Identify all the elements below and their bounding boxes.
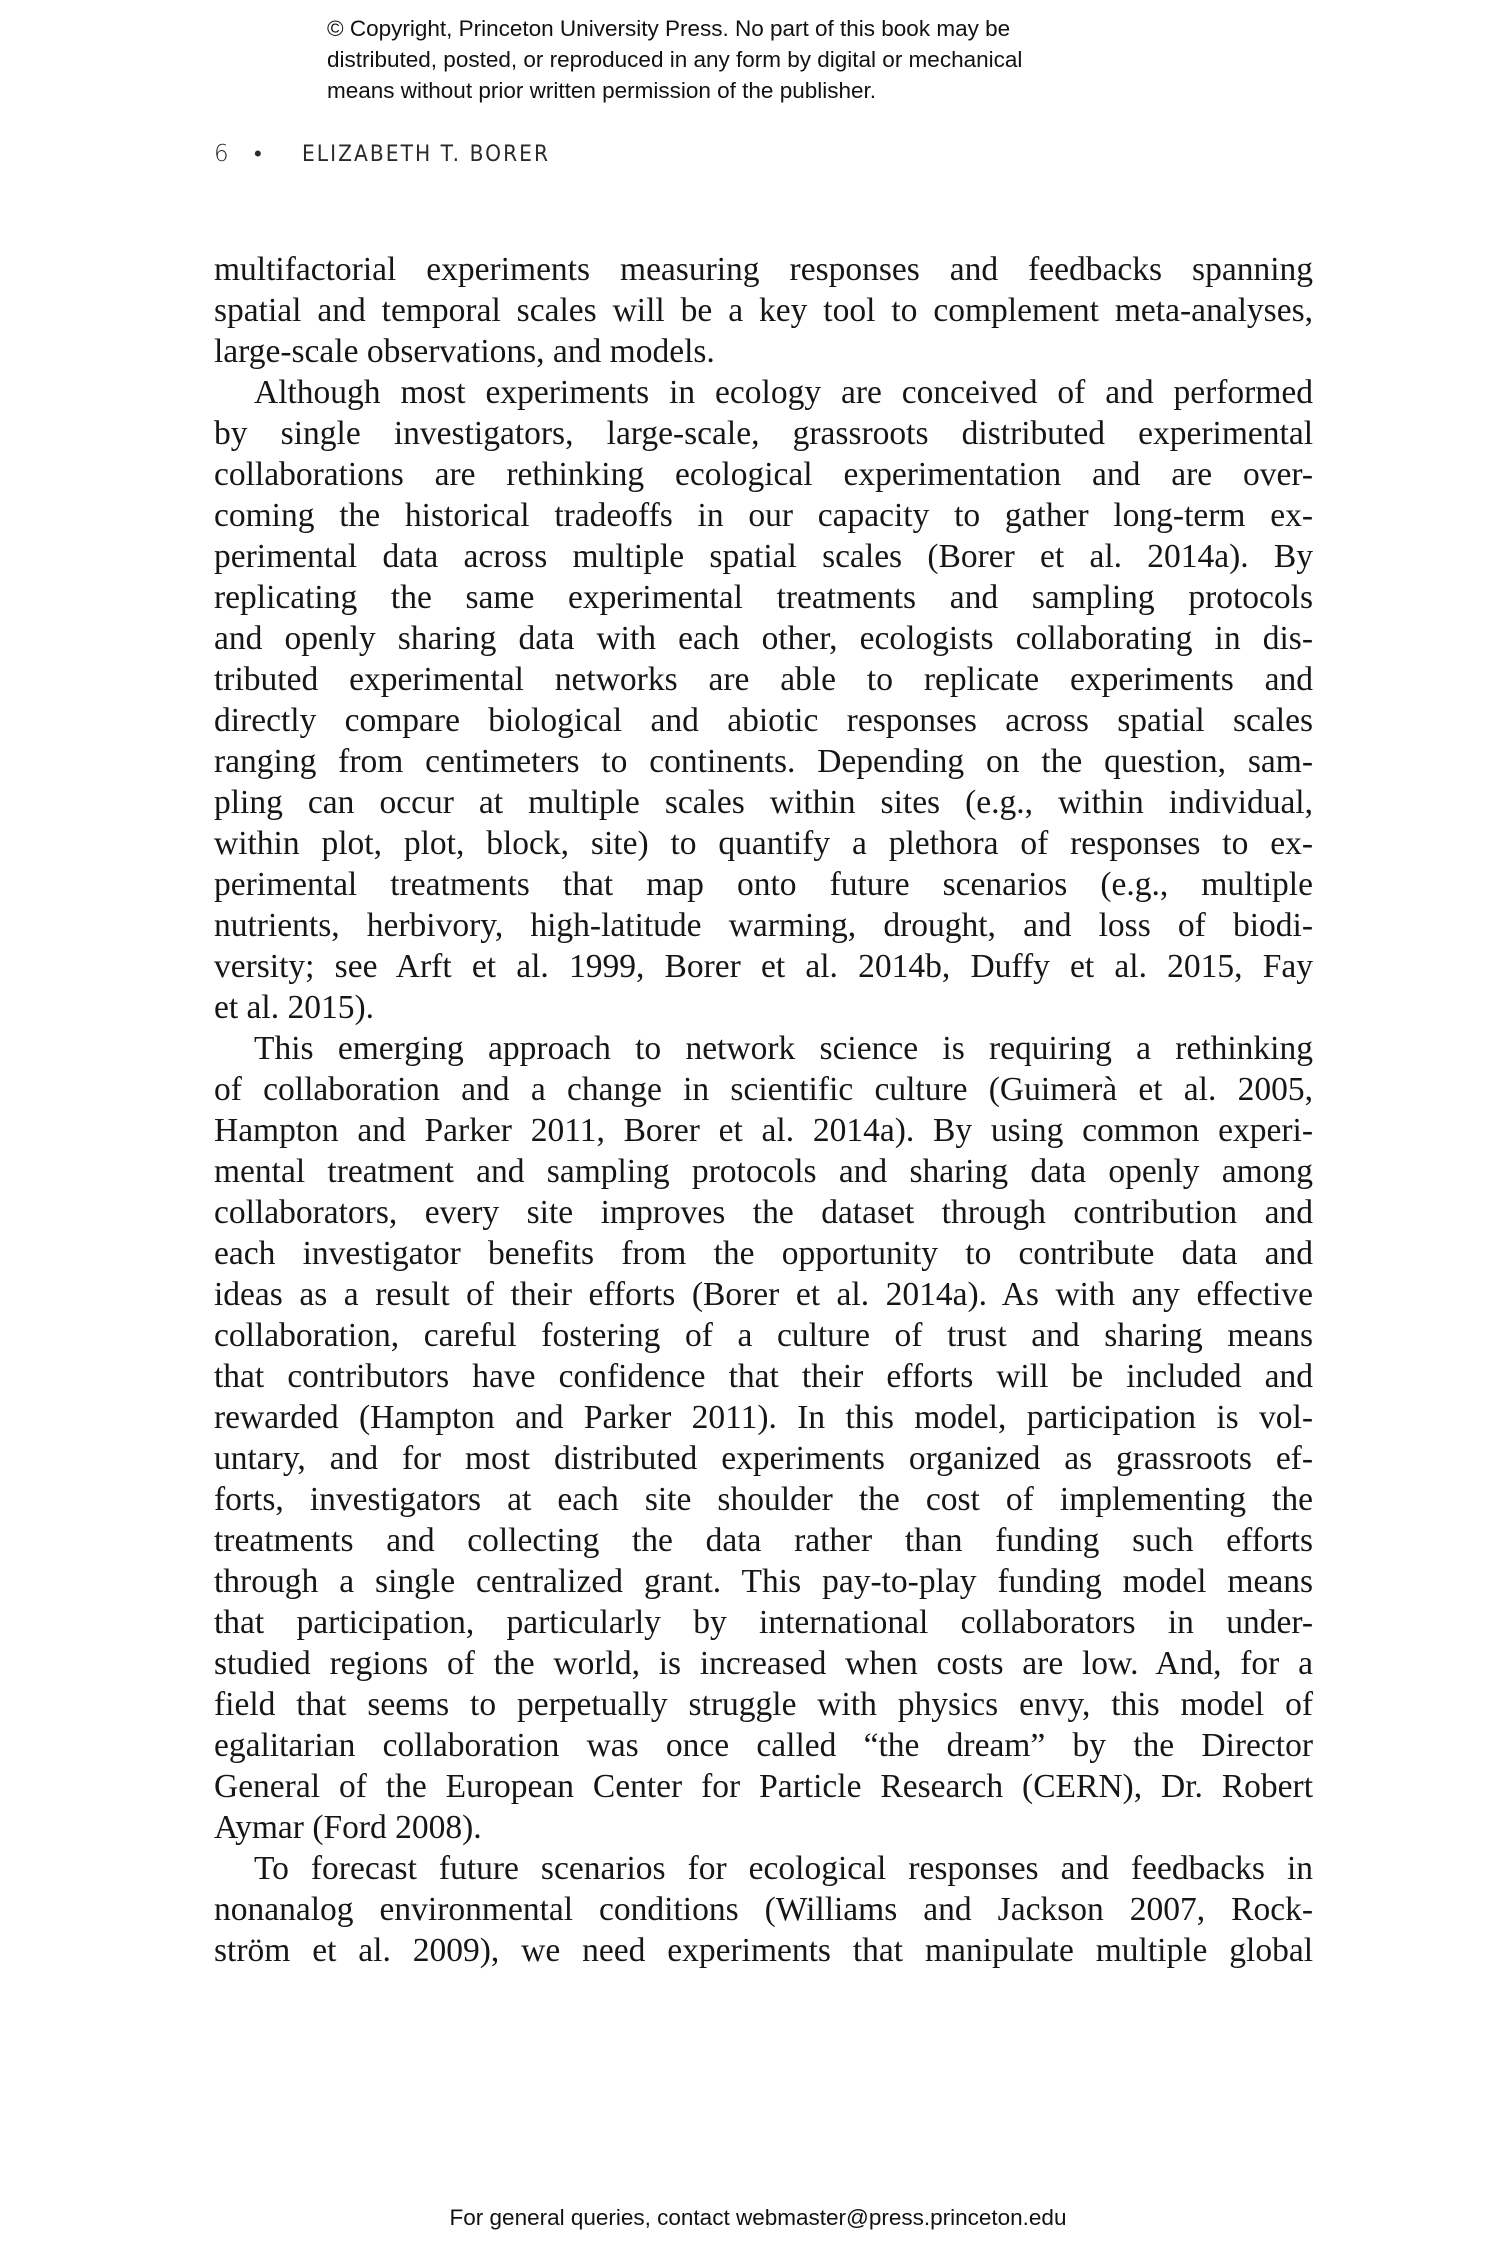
text-line: rewarded (Hampton and Parker 2011). In this model, participation is vol- xyxy=(214,1399,1313,1436)
text-line: ström et al. 2009), we need experiments that manipulate multiple global xyxy=(214,1932,1313,1969)
text-line: Aymar (Ford 2008). xyxy=(214,1809,482,1846)
text-line: ranging from centimeters to continents. Depending on the question, sam- xyxy=(214,743,1313,780)
text-line: egalitarian collaboration was once called “the dream” by the Director xyxy=(214,1727,1313,1764)
text-line: spatial and temporal scales will be a key tool to complement meta-analyses, xyxy=(214,292,1313,329)
text-line: of collaboration and a change in scientific culture (Guimerà et al. 2005, xyxy=(214,1071,1313,1108)
text-line: collaboration, careful fostering of a culture of trust and sharing means xyxy=(214,1317,1313,1354)
text-line: This emerging approach to network science is requiring a rethinking xyxy=(254,1030,1313,1067)
text-line: nonanalog environmental conditions (Williams and Jackson 2007, Rock- xyxy=(214,1891,1313,1928)
text-line: perimental treatments that map onto future scenarios (e.g., multiple xyxy=(214,866,1313,903)
text-line: Although most experiments in ecology are conceived of and performed xyxy=(254,374,1313,411)
text-line: that participation, particularly by international collaborators in under- xyxy=(214,1604,1313,1641)
text-line: perimental data across multiple spatial scales (Borer et al. 2014a). By xyxy=(214,538,1313,575)
text-line: Hampton and Parker 2011, Borer et al. 2014a). By using common experi- xyxy=(214,1112,1313,1149)
text-line: ideas as a result of their efforts (Borer et al. 2014a). As with any effective xyxy=(214,1276,1313,1313)
text-line: by single investigators, large-scale, grassroots distributed experimental xyxy=(214,415,1313,452)
text-line: nutrients, herbivory, high-latitude warming, drought, and loss of biodi- xyxy=(214,907,1313,944)
text-line: through a single centralized grant. This pay-to-play funding model means xyxy=(214,1563,1313,1600)
text-line: directly compare biological and abiotic responses across spatial scales xyxy=(214,702,1313,739)
copyright-notice xyxy=(327,13,1227,106)
text-line: untary, and for most distributed experiments organized as grassroots ef- xyxy=(214,1440,1313,1477)
text-line: large-scale observations, and models. xyxy=(214,333,715,370)
text-line: multifactorial experiments measuring responses and feedbacks spanning xyxy=(214,251,1313,288)
text-line: each investigator benefits from the opportunity to contribute data and xyxy=(214,1235,1313,1272)
copyright-line: means without prior written permission of the publisher. xyxy=(327,78,877,103)
text-line: treatments and collecting the data rather than funding such efforts xyxy=(214,1522,1313,1559)
text-line: General of the European Center for Particle Research (CERN), Dr. Robert xyxy=(214,1768,1313,1805)
text-line: replicating the same experimental treatments and sampling protocols xyxy=(214,579,1313,616)
footer-contact: For general queries, contact webmaster@press.princeton.edu xyxy=(449,2205,1067,2230)
page-number: 6 xyxy=(214,141,229,167)
text-line: versity; see Arft et al. 1999, Borer et al. 2014b, Duffy et al. 2015, Fay xyxy=(214,948,1313,985)
text-line: field that seems to perpetually struggle with physics envy, this model of xyxy=(214,1686,1313,1723)
running-head xyxy=(214,137,572,171)
text-line: forts, investigators at each site shoulder the cost of implementing the xyxy=(214,1481,1313,1518)
text-line: mental treatment and sampling protocols and sharing data openly among xyxy=(214,1153,1313,1190)
text-line: that contributors have confidence that their efforts will be included and xyxy=(214,1358,1313,1395)
text-line: tributed experimental networks are able to replicate experiments and xyxy=(214,661,1313,698)
text-line: coming the historical tradeoffs in our capacity to gather long-term ex- xyxy=(214,497,1313,534)
text-line: and openly sharing data with each other, ecologists collaborating in dis- xyxy=(214,620,1313,657)
text-line: et al. 2015). xyxy=(214,989,375,1026)
copyright-line: © Copyright, Princeton University Press. No part of this book may be xyxy=(327,16,1011,41)
text-line: collaborators, every site improves the dataset through contribution and xyxy=(214,1194,1313,1231)
copyright-line: distributed, posted, or reproduced in any form by digital or mechanical xyxy=(327,47,1023,72)
text-line: collaborations are rethinking ecological experimentation and are over- xyxy=(214,456,1313,493)
text-line: To forecast future scenarios for ecological responses and feedbacks in xyxy=(254,1850,1313,1887)
text-line: pling can occur at multiple scales within sites (e.g., within individual, xyxy=(214,784,1313,821)
text-line: within plot, plot, block, site) to quantify a plethora of responses to ex- xyxy=(214,825,1313,862)
bullet-separator-icon: • xyxy=(254,142,262,167)
author-name: ELIZABETH T. BORER xyxy=(302,141,551,167)
text-line: studied regions of the world, is increased when costs are low. And, for a xyxy=(214,1645,1313,1682)
body-text xyxy=(214,249,1313,1971)
